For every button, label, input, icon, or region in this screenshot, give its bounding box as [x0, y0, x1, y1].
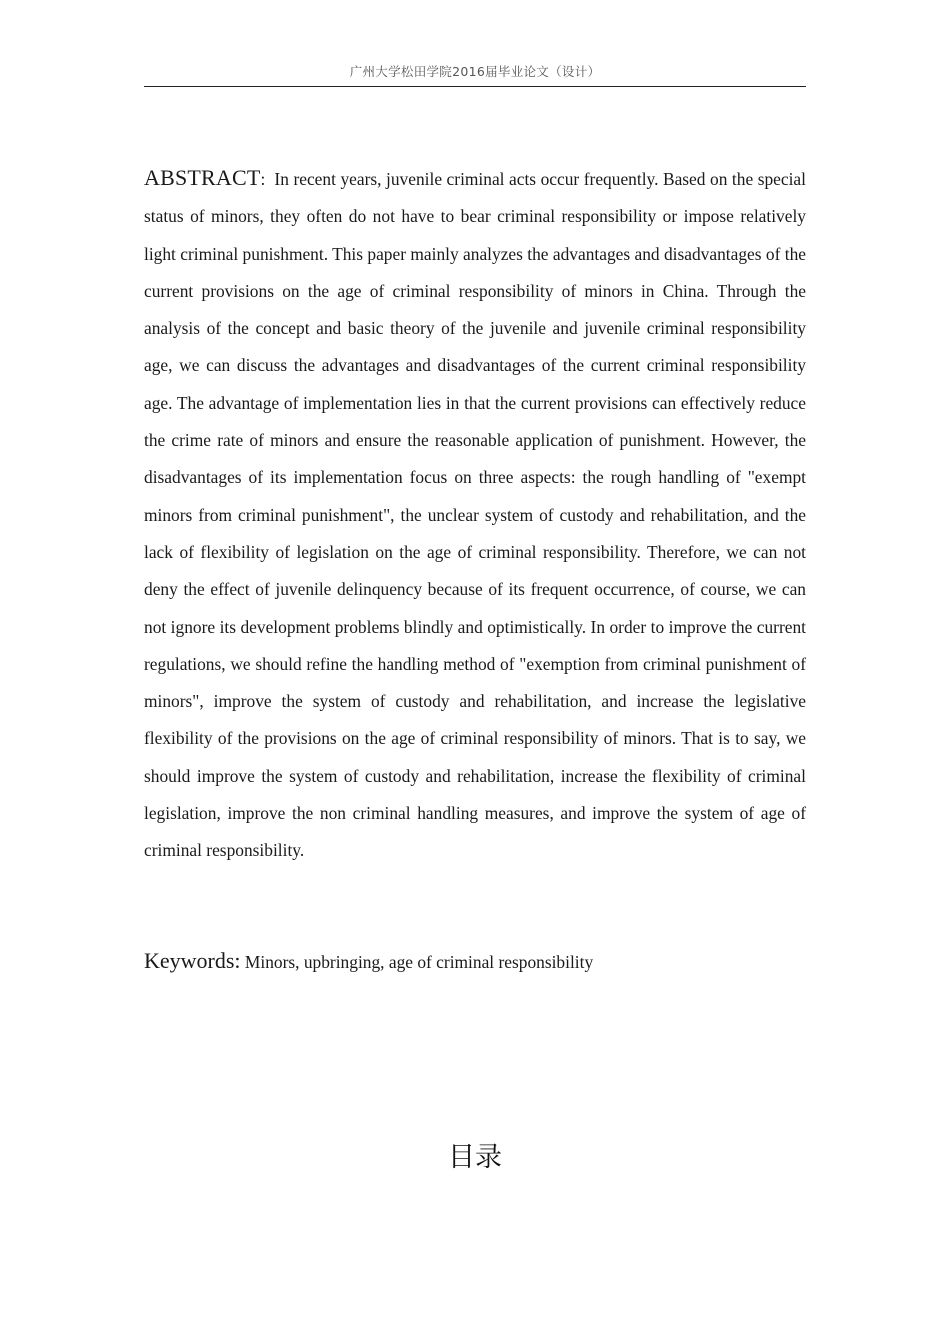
abstract-separator: : [260, 169, 266, 189]
keywords-text: Minors, upbringing, age of criminal responsibility [244, 952, 594, 972]
toc-title: 目录 [448, 1142, 502, 1173]
page-header [144, 64, 806, 87]
keywords-line [144, 942, 806, 981]
abstract-paragraph [144, 159, 806, 870]
keywords-label: Keywords: [144, 948, 241, 973]
abstract-label: ABSTRACT [144, 165, 261, 190]
abstract-body: In recent years, juvenile criminal acts occur frequently. Based on the special status of minors, they often do not have to bear criminal responsibility or impose relatively light criminal punishment. This paper mainly analyzes the advantages and disadvantages of the current provisions on the age of criminal responsibility of minors in China. Through the analysis of the concept and basic theory of the juvenile and juvenile criminal responsibility age, we can discuss the advantages and disadvantages of the current criminal responsibility age. The advantage of implementation lies in that the current provisions can effectively reduce the crime rate of minors and ensure the reasonable application of punishment. However, the disadvantages of its implementation focus on three aspects: the rough handling of "exempt minors from criminal punishment", the unclear system of custody and rehabilitation, and the lack of flexibility of legislation on the age of criminal responsibility. Therefore, we can not deny the effect of juvenile delinquency because of its frequent occurrence, of course, we can not ignore its development problems blindly and optimistically. In order to improve the current regulations, we should refine the handling method of "exemption from criminal punishment of minors", improve the system of custody and rehabilitation, and increase the legislative flexibility of the provisions on the age of criminal responsibility of minors. That is to say, we should improve the system of custody and rehabilitation, increase the flexibility of criminal legislation, improve the non criminal handling measures, and improve the system of age of criminal responsibility. [144, 169, 806, 861]
header-text: 广州大学松田学院2016届毕业论文（设计） [349, 64, 601, 79]
